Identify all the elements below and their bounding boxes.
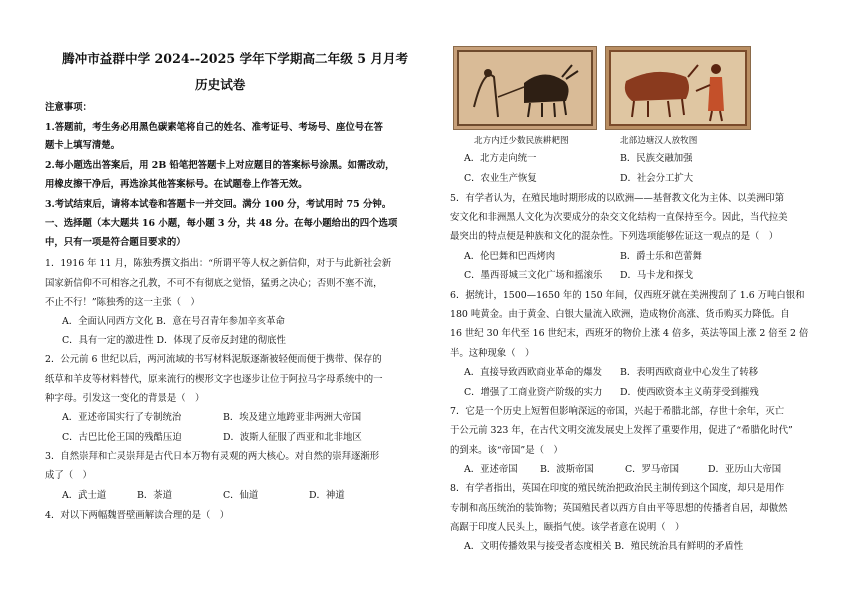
question-text: 的到来。该“帝国”是（ ） [450,445,563,456]
notice-line: 1.答题前，考生务必用黑色碳素笔将自己的姓名、准考证号、考场号、座位号在答 [45,122,383,133]
section-heading: 中，只有一项是符合题目要求的） [45,237,186,248]
answer-option: A．武士道 [62,490,107,501]
answer-option: C．增强了工商业资产阶级的实力 [464,387,603,398]
notice-line: 3.考试结束后，请将本试卷和答题卡一并交回。满分 100 分，考试用时 75 分钟。 [45,199,392,210]
exam-title: 腾冲市益群中学 2024--2025 学年下学期高二年级 5 月月考 [62,51,409,66]
answer-option: B．爵士乐和芭蕾舞 [620,251,702,262]
question-text: 7．它是一个历史上短暂但影响深远的帝国，兴起于希腊北部，存世十余年，灭亡 [450,406,785,417]
answer-option: D．神道 [309,490,345,501]
question-text: 8．有学者指出，英国在印度的殖民统治把政治民主制传到这个国度，却只是用作 [450,483,785,494]
question-text: 2．公元前 6 世纪以后，两河流域的书写材料泥版逐渐被轻便而便于携带、保存的 [45,354,382,365]
question-text: 不止不行！”陈独秀的这一主张（ ） [45,297,200,308]
question-text: 高踞于印度人民头上，颐指气使。该学者意在说明（ ） [450,522,685,533]
notice-line: 用橡皮擦干净后，再选涂其他答案标号。在试题卷上作答无效。 [45,179,308,190]
image-caption: 北方内迁少数民族耕耙图 [474,136,569,146]
answer-option: C．古巴比伦王国的残酷压迫 [62,432,182,443]
question-text: 1．1916 年 11 月，陈独秀撰文指出：“所谓平等人权之新信仰，对于与此新社会新 [45,258,392,269]
exam-subtitle: 历史试卷 [195,77,246,92]
answer-option: D．使西欧资本主义萌芽受到摧残 [620,387,759,398]
answer-option: A．直接导致西欧商业革命的爆发 [464,367,603,378]
question-text: 种字母。引发这一变化的背景是（ ） [45,393,205,404]
answer-option: B．表明西欧商业中心发生了转移 [620,367,759,378]
answer-option: B．茶道 [137,490,173,501]
answer-option: C．罗马帝国 [625,464,680,475]
question-text: 成了（ ） [45,470,92,481]
question-text: 安文化和非洲黑人文化为次要成分的杂交文化结构一直保持至今。因此，当代拉美 [450,212,788,223]
question-text: 最突出的特点便是种族和文化的混杂性。下列选项能够佐证这一观点的是（ ） [450,231,779,242]
answer-option: D．亚历山大帝国 [708,464,782,475]
answer-option: C．仙道 [223,490,259,501]
question-text: 国家新信仰不可相容之孔教，不可不有彻底之觉悟，猛勇之决心；否则不塞不流， [45,278,383,289]
answer-option: A．北方走向统一 [464,153,537,164]
answer-option: B．埃及建立地跨亚非两洲大帝国 [223,412,362,423]
question-text: 16 世纪 30 年代至 16 世纪末，西班牙的物价上涨 4 倍多，英法等国上涨 2 倍至 2 倍 [450,328,809,339]
section-heading: 一、选择题（本大题共 16 小题，每小题 3 分，共 48 分。在每小题给出的四个选项 [45,218,398,229]
answer-option: A．伦巴舞和巴西烤肉 [464,251,556,262]
answer-option: D．社会分工扩大 [620,173,694,184]
question-text: 180 吨黄金。由于黄金、白银大量流入欧洲，造成物价高涨、货币购买力降低。自 [450,309,790,320]
notice-line: 2.每小题选出答案后，用 2B 铅笔把答题卡上对应题目的答案标号涂黑。如需改动， [45,160,395,171]
question-text: 于公元前 323 年，在古代文明交流发展史上发挥了重要作用，促进了“希腊化时代” [450,425,793,436]
answer-option: D．马卡龙和探戈 [620,270,694,281]
question-text: 6．据统计，1500—1650 年的 150 年间，仅西班牙就在美洲搜刮了 1.6 万吨白银和 [450,290,805,301]
answer-option: C．具有一定的激进性 D．体现了反帝反封建的彻底性 [62,335,286,346]
answer-option: B．波斯帝国 [540,464,594,475]
answer-option: A．亚述帝国 [464,464,518,475]
question-text: 5．有学者认为，在殖民地时期形成的以欧洲——基督教文化为主体、以美洲印第 [450,193,785,204]
answer-option: C．墨西哥城三文化广场和摇滚乐 [464,270,603,281]
answer-option: D．波斯人征服了西亚和北非地区 [223,432,362,443]
question-text: 纸草和羊皮等材料替代，原来流行的楔形文字也逐步让位于阿拉马字母系统中的一 [45,374,383,385]
answer-option: A．亚述帝国实行了专制统治 [62,412,182,423]
answer-option: A．文明传播效果与接受者态度相关 B．殖民统治具有鲜明的矛盾性 [464,541,744,552]
question-text: 专制和高压统治的装饰物；英国殖民者以西方自由平等思想的传播者自居，却傲然 [450,503,788,514]
mural-plowing-image [453,46,597,130]
notice-line: 题卡上填写清楚。 [45,140,121,151]
question-text: 半。这种现象（ ） [450,348,535,359]
answer-option: A．全面认同西方文化 B．意在号召青年参加辛亥革命 [62,316,285,327]
question-text: 4．对以下两幅魏晋壁画解读合理的是（ ） [45,510,230,521]
image-caption: 北部边塘汉人放牧图 [620,136,698,146]
answer-option: B．民族交融加强 [620,153,693,164]
answer-option: C．农业生产恢复 [464,173,537,184]
notice-heading: 注意事项： [45,102,92,113]
mural-herding-image [605,46,751,130]
question-text: 3．自然崇拜和亡灵崇拜是古代日本万物有灵观的两大核心。对自然的崇拜逐渐形 [45,451,380,462]
